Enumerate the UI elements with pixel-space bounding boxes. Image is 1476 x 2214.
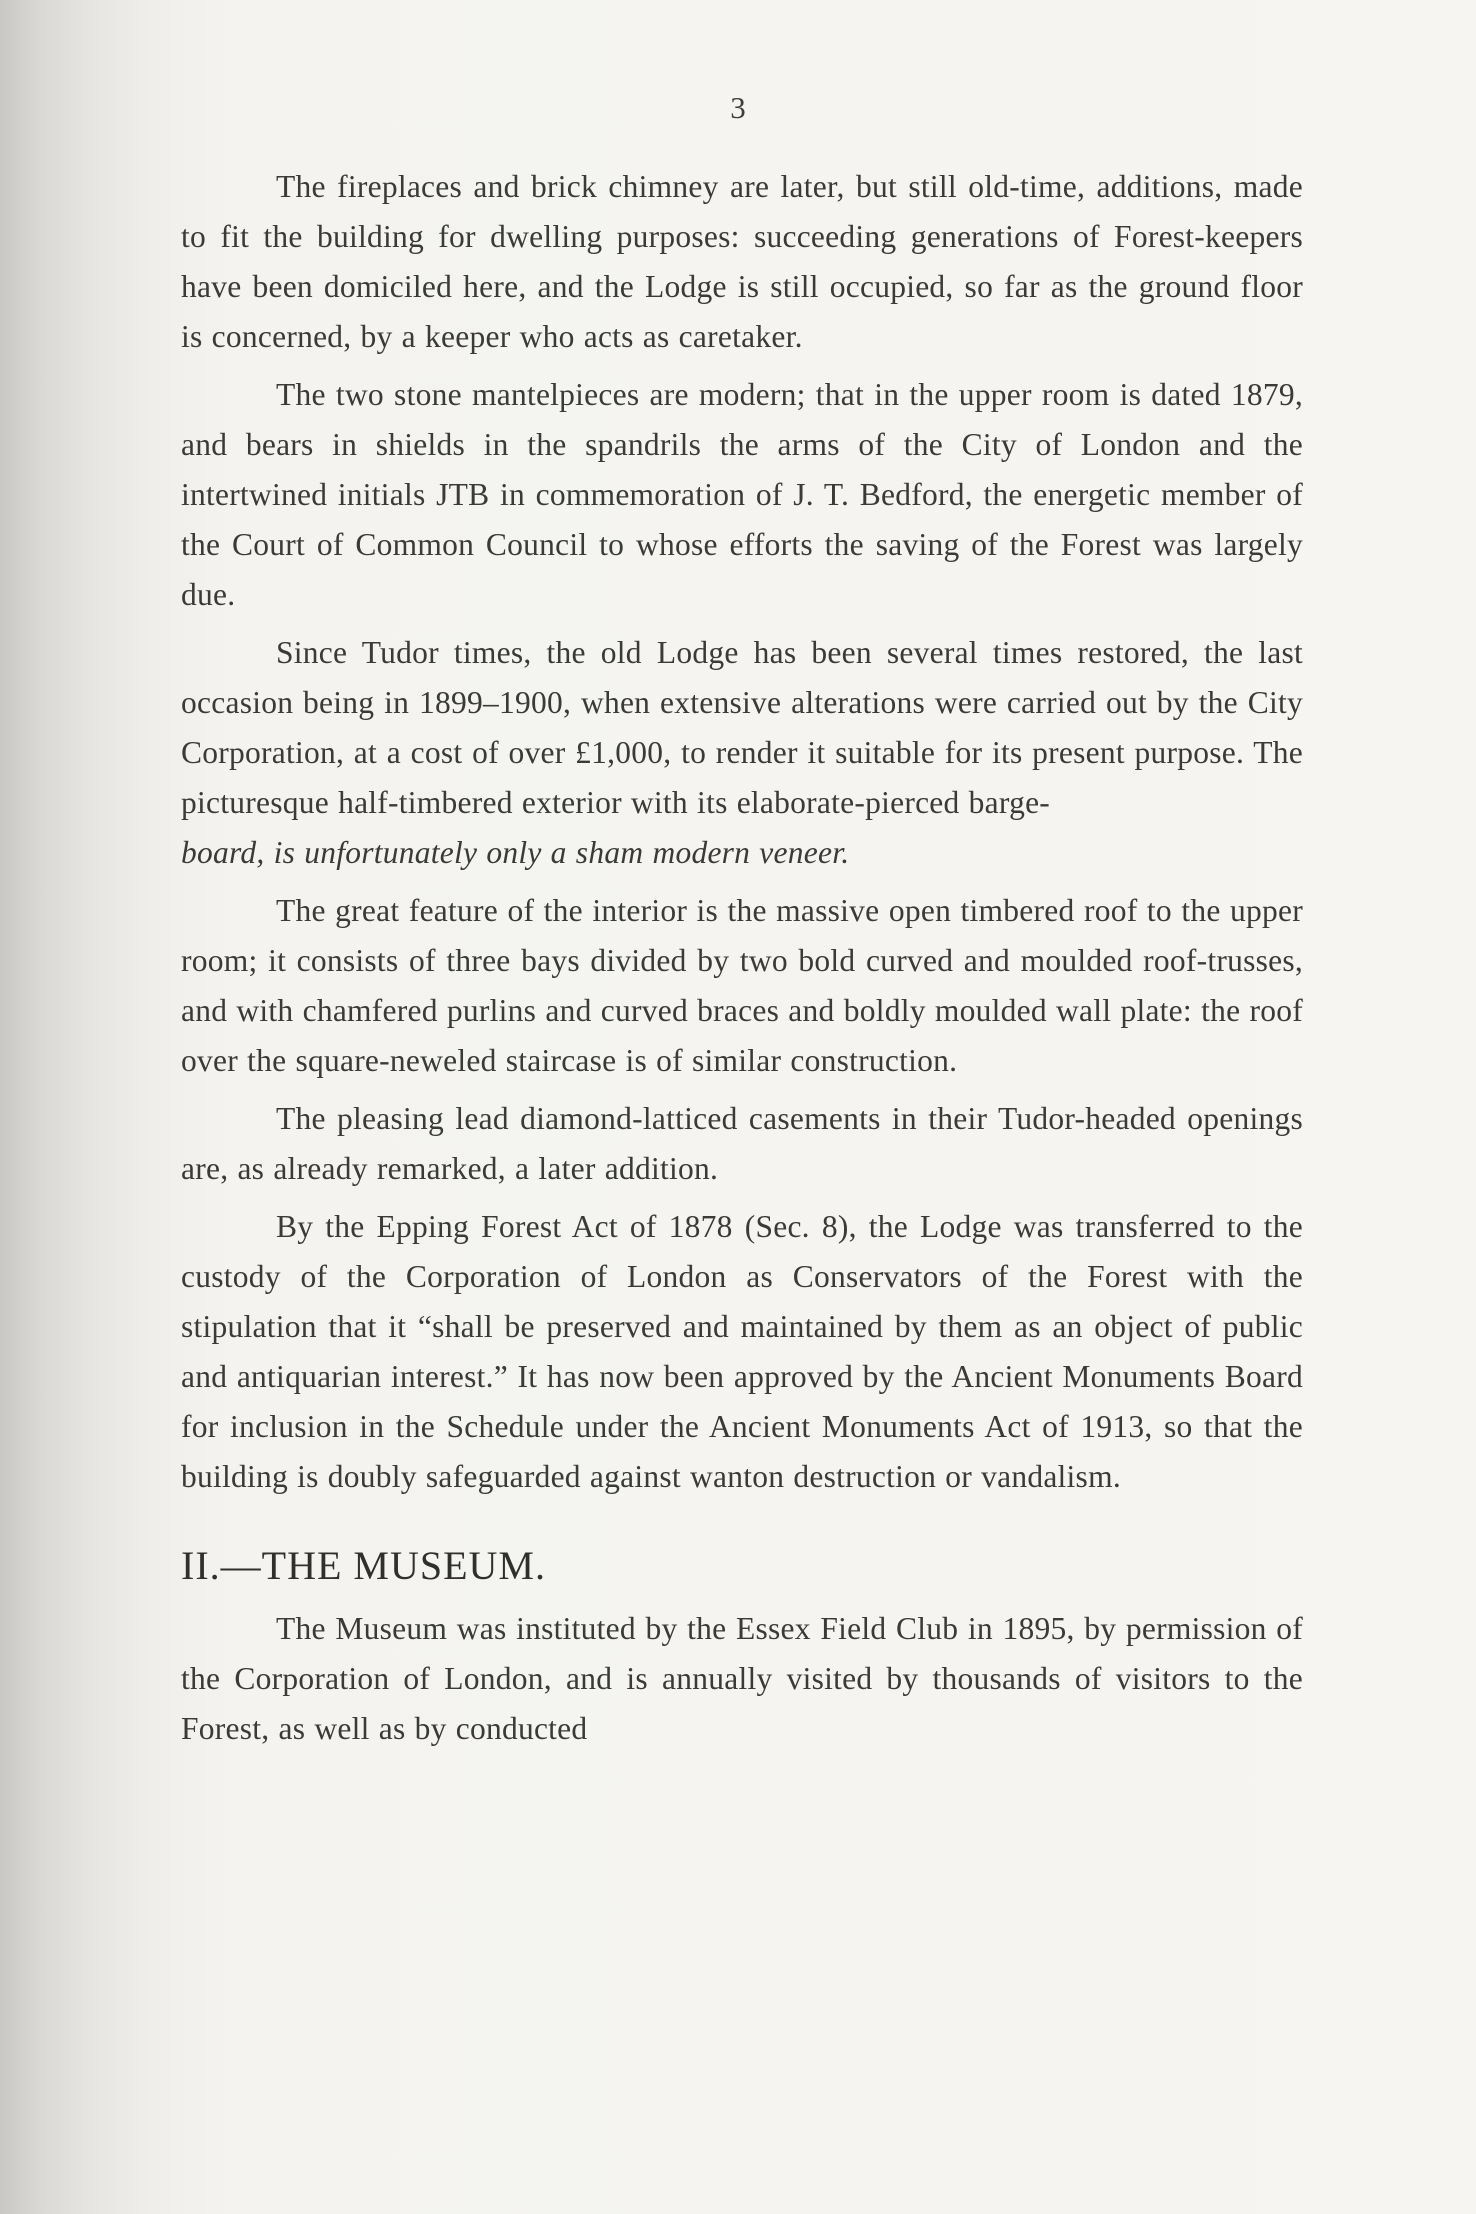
paragraph-casements: The pleasing lead diamond-latticed casements in their Tudor-headed openings are, as already remarked, a later addition. (181, 1101, 1303, 1186)
paragraph-restoration (181, 628, 1303, 878)
paragraph-mantelpieces: The two stone mantelpieces are modern; that in the upper room is dated 1879, and bears in shields in the spandrils the arms of the City of London and the intertwined initials JTB in commemoration of J. T. Bedford, the energetic member of the Court of Common Council to whose efforts the saving of the Forest was largely due. (181, 377, 1303, 612)
paragraph-epping-forest-act: By the Epping Forest Act of 1878 (Sec. 8), the Lodge was transferred to the custody of the Corporation of London as Conservators of the Forest with the stipulation that it “shall be preserved and maintained by them as an object of public and antiquarian interest.” It has now been approved by the Ancient Monuments Board for inclusion in the Schedule under the Ancient Monuments Act of 1913, so that the building is doubly safeguarded against wanton destruction or vandalism. (181, 1209, 1303, 1494)
body-text (181, 162, 1303, 1762)
paragraph-fireplaces: The fireplaces and brick chimney are later, but still old-time, additions, made to fit the building for dwelling purposes: succeeding generations of Forest-keepers have been domiciled here, and the Lodge is still occupied, so far as the ground floor is concerned, by a keeper who acts as caretaker. (181, 169, 1303, 354)
paragraph-museum: The Museum was instituted by the Essex Field Club in 1895, by permission of the Corporation of London, and is annually visited by thousands of visitors to the Forest, as well as by conducted (181, 1611, 1303, 1746)
page-number: 3 (730, 90, 746, 125)
paragraph-interior-roof: The great feature of the interior is the massive open timbered roof to the upper room; it consists of three bays divided by two bold curved and moulded roof-trusses, and with chamfered purlins and curved braces and boldly moulded wall plate: the roof over the square-neweled staircase is of similar construction. (181, 893, 1303, 1078)
paragraph-restoration-text: Since Tudor times, the old Lodge has been several times restored, the last occasion being in 1899–1900, when extensive alterations were carried out by the City Corporation, at a cost of over £1,000, to render it suitable for its present purpose. The picturesque half-timbered exterior with its elaborate-pierced barge- (181, 635, 1303, 820)
italic-continuation: board, is unfortunately only a sham modern veneer. (181, 835, 850, 870)
section-heading: II.—THE MUSEUM. (181, 1543, 546, 1588)
